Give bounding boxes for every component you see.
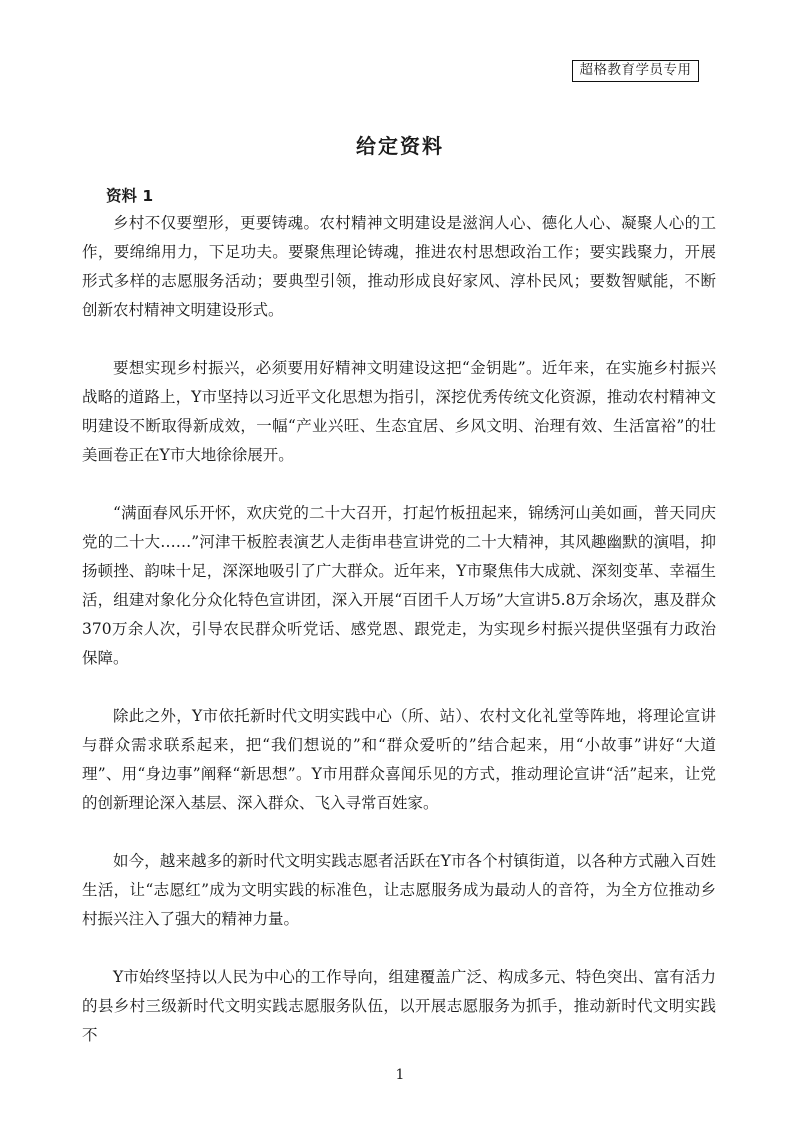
page-title: 给定资料 [356, 134, 444, 158]
paragraph-6: Y市始终坚持以人民为中心的工作导向，组建覆盖广泛、构成多元、特色突出、富有活力的县乡村三级新时代文明实践志愿服务队伍，以开展志愿服务为抓手，推动新时代文明实践不 [82, 968, 716, 1044]
section-label: 资料 1 [106, 187, 154, 205]
paragraph-5: 如今，越来越多的新时代文明实践志愿者活跃在Y市各个村镇街道，以各种方式融入百姓生活，让“志愿红”成为文明实践的标准色，让志愿服务成为最动人的音符，为全方位推动乡村振兴注入了强大的精神力量。 [82, 852, 716, 928]
paragraph-2: 要想实现乡村振兴，必须要用好精神文明建设这把“金钥匙”。近年来，在实施乡村振兴战略的道路上，Y市坚持以习近平文化思想为指引，深挖优秀传统文化资源，推动农村精神文明建设不断取得新成效，一幅“产业兴旺、生态宜居、乡风文明、治理有效、生活富裕”的壮美画卷正在Y市大地徐徐展开。 [82, 359, 716, 464]
paragraph-1: 乡村不仅要塑形，更要铸魂。农村精神文明建设是滋润人心、德化人心、凝聚人心的工作，要绵绵用力，下足功夫。要聚焦理论铸魂，推进农村思想政治工作；要实践聚力，开展形式多样的志愿服务活动；要典型引领，推动形成良好家风、淳朴民风；要数智赋能，不断创新农村精神文明建设形式。 [82, 214, 716, 319]
paragraph-4: 除此之外，Y市依托新时代文明实践中心（所、站）、农村文化礼堂等阵地，将理论宣讲与群众需求联系起来，把“我们想说的”和“群众爱听的”结合起来，用“小故事”讲好“大道理”、用“身边事”阐释“新思想”。Y市用群众喜闻乐见的方式，推动理论宣讲“活”起来，让党的创新理论深入基层、深入群众、飞入寻常百姓家。 [82, 707, 716, 812]
page-number: 1 [395, 1067, 405, 1083]
paragraph-3: “满面春风乐开怀，欢庆党的二十大召开，打起竹板扭起来，锦绣河山美如画，普天同庆党的二十大……”河津干板腔表演艺人走街串巷宣讲党的二十大精神，其风趣幽默的演唱，抑扬顿挫、韵味十足，深深地吸引了广大群众。近年来，Y市聚焦伟大成就、深刻变革、幸福生活，组建对象化分众化特色宣讲团，深入开展“百团千人万场”大宣讲5.8万余场次，惠及群众370万余人次，引导农民群众听党话、感党恩、跟党走，为实现乡村振兴提供坚强有力政治保障。 [82, 504, 716, 667]
watermark-badge: 超格教育学员专用 [572, 60, 699, 82]
